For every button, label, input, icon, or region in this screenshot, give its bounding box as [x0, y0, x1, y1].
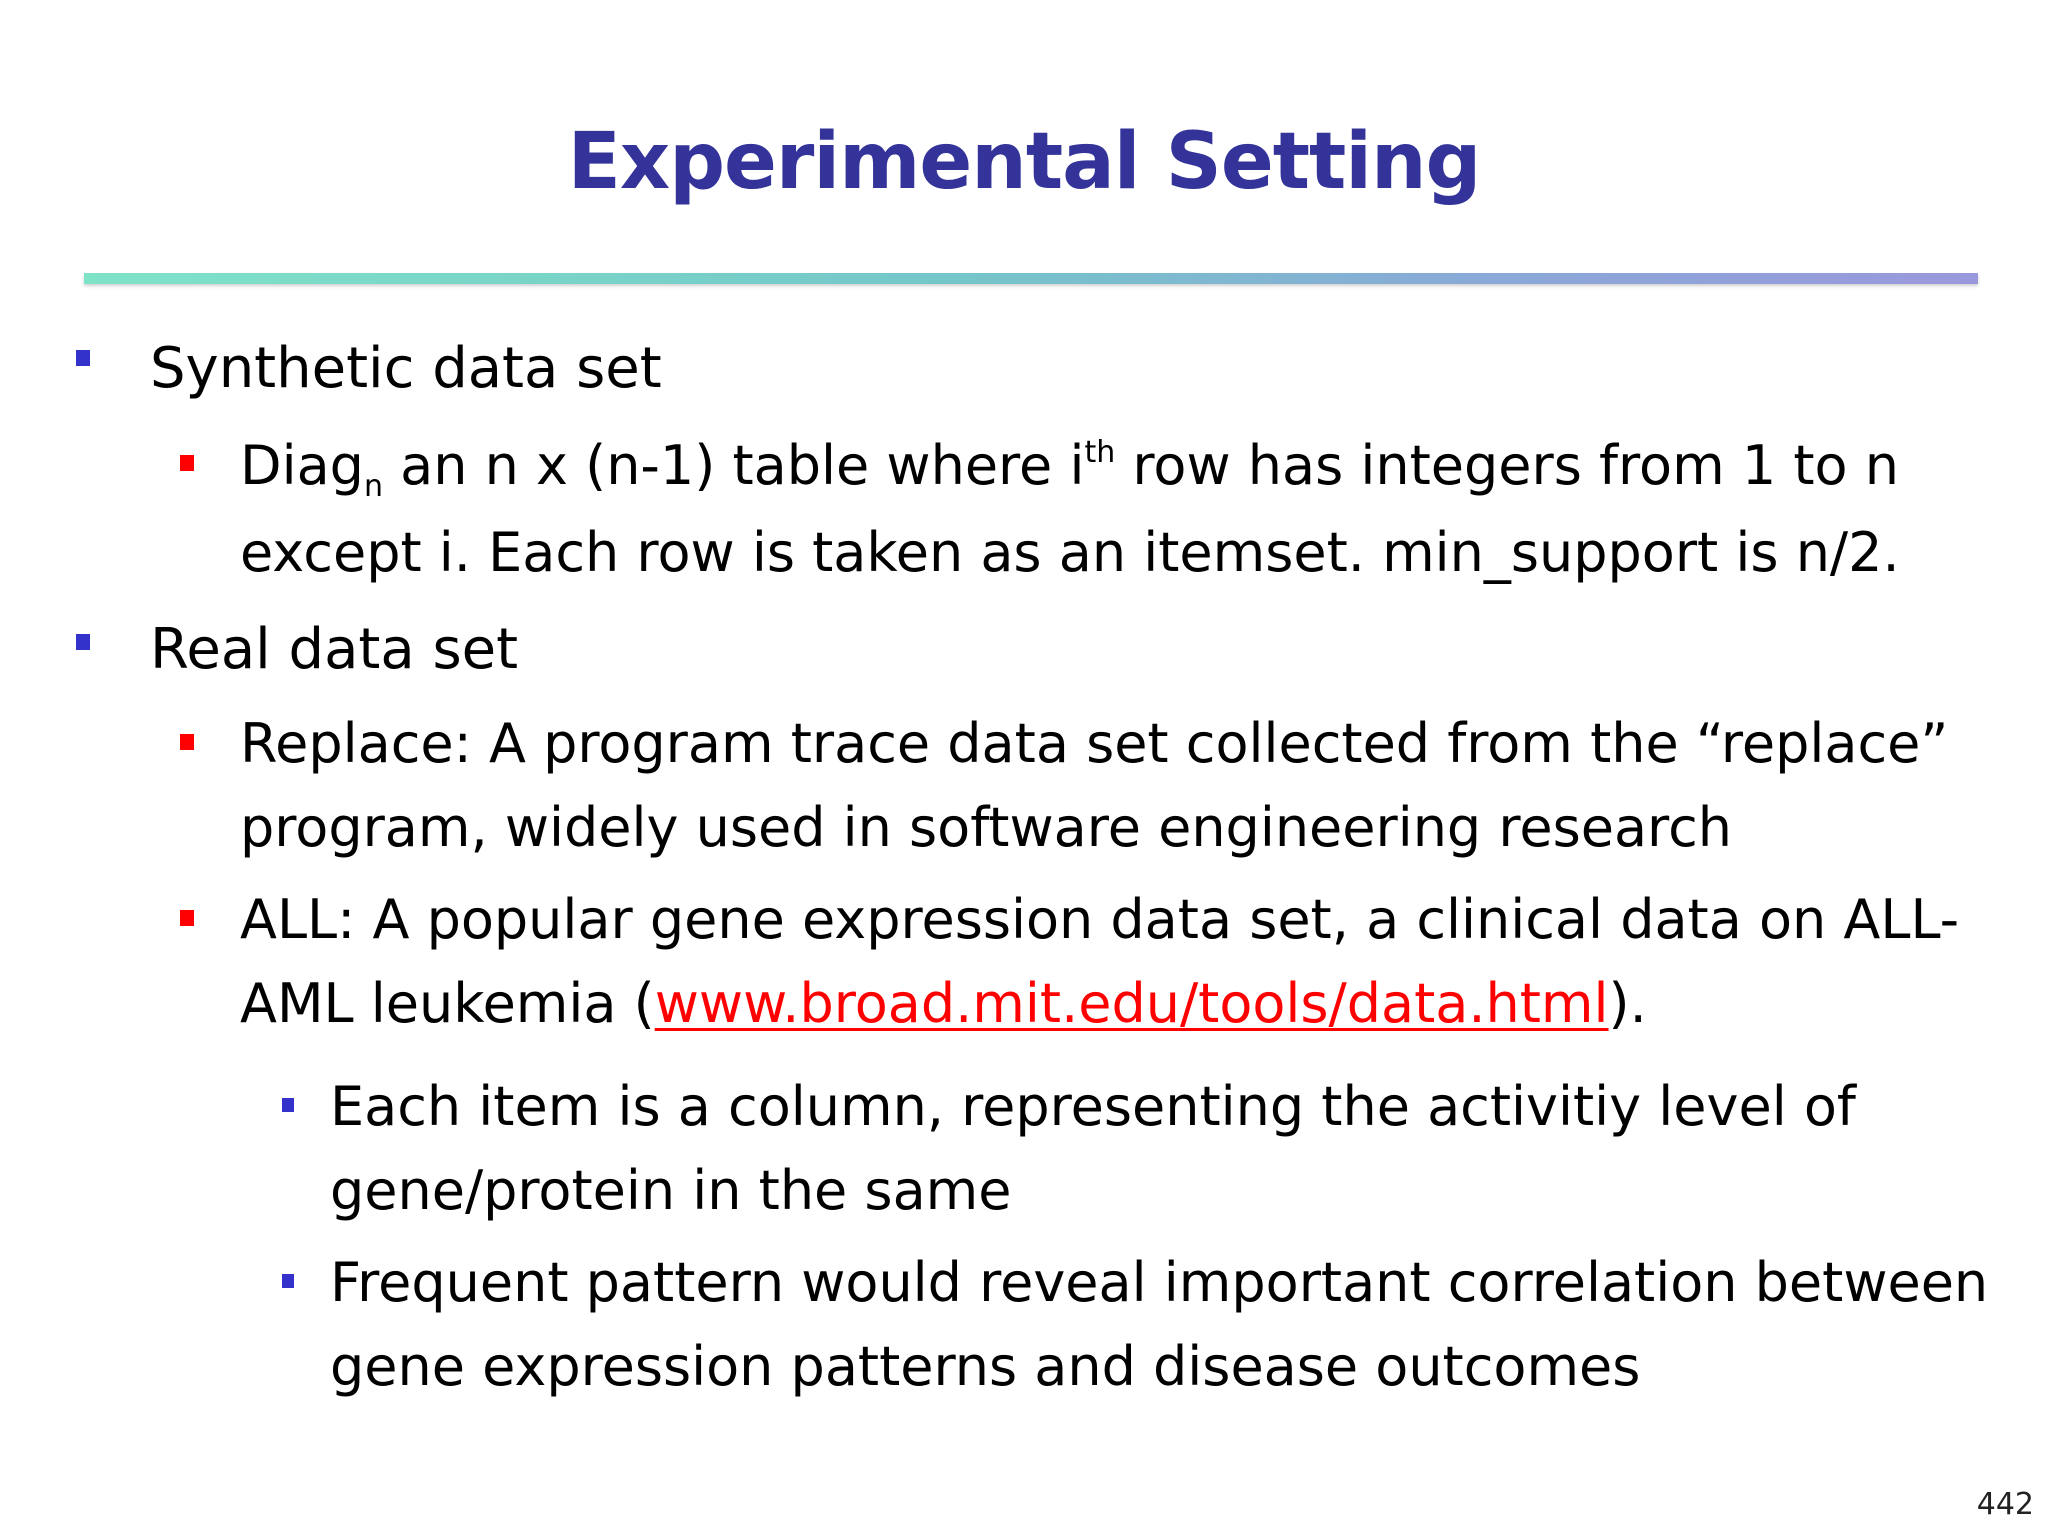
bullet-frequent-pattern-line1: Frequent pattern would reveal important correlation between — [330, 1251, 1989, 1314]
all-line2-suffix: ). — [1608, 972, 1647, 1035]
bullet-diag-line2: except i. Each row is taken as an itemset. min_support is n/2. — [240, 521, 1900, 584]
diag-subscript: n — [363, 469, 383, 504]
bullet-square-icon — [76, 350, 90, 366]
diag-text-b: row has integers from 1 to n — [1115, 434, 1899, 497]
bullet-square-icon — [180, 455, 194, 471]
bullet-square-icon — [76, 634, 90, 650]
bullet-square-icon — [282, 1098, 294, 1112]
bullet-each-item-line2: gene/protein in the same — [330, 1159, 1012, 1222]
bullet-frequent-pattern-line2: gene expression patterns and disease outcomes — [330, 1335, 1641, 1398]
bullet-square-icon — [282, 1274, 294, 1288]
bullet-real-data-set: Real data set — [150, 617, 519, 682]
slide-title: Experimental Setting — [567, 117, 1481, 207]
title-divider — [84, 273, 1978, 284]
diag-term: Diag — [240, 434, 364, 497]
bullet-replace-line1: Replace: A program trace data set collected from the “replace” — [240, 712, 1949, 775]
diag-text-a: an n x (n-1) table where i — [382, 434, 1085, 497]
bullet-diag-line1 — [240, 434, 1899, 504]
bullet-all-line1: ALL: A popular gene expression data set, a clinical data on ALL- — [240, 888, 1960, 951]
broad-data-link[interactable]: www.broad.mit.edu/tools/data.html — [654, 972, 1609, 1035]
bullet-synthetic-data-set: Synthetic data set — [150, 336, 662, 401]
bullet-all-line2 — [240, 972, 1647, 1036]
diag-superscript: th — [1084, 435, 1116, 470]
bullet-replace-line2: program, widely used in software engineering research — [240, 796, 1732, 859]
bullet-square-icon — [180, 734, 194, 750]
all-line2-prefix: AML leukemia ( — [240, 972, 655, 1035]
bullet-each-item-line1: Each item is a column, representing the activitiy level of — [330, 1075, 1856, 1138]
page-number: 442 — [1976, 1487, 2034, 1522]
bullet-square-icon — [180, 910, 194, 926]
